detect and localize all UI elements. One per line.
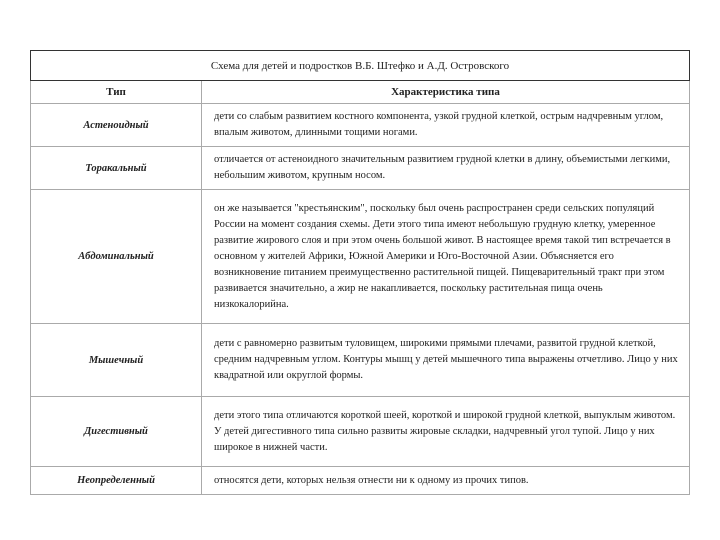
table-row (31, 324, 690, 397)
description-cell: дети со слабым развитием костного компонента, узкой грудной клеткой, острым надчревным углом, впалым животом, длинными тощими ногами. (202, 104, 690, 147)
body-type-table (30, 50, 690, 495)
table-row (31, 147, 690, 190)
header-type: Тип (31, 81, 202, 104)
type-cell: Астеноидный (31, 104, 202, 147)
table-row (31, 190, 690, 324)
table-row (31, 397, 690, 467)
header-description: Характеристика типа (202, 81, 690, 104)
type-cell: Торакальный (31, 147, 202, 190)
table-row (31, 467, 690, 495)
table-row (31, 104, 690, 147)
description-cell: отличается от астеноидного значительным развитием грудной клетки в длину, объемистыми легкими, небольшим животом, крупным носом. (202, 147, 690, 190)
description-cell: дети с равномерно развитым туловищем, широкими прямыми плечами, развитой грудной клеткой, средним надчревным углом. Контуры мышц у детей мышечного типа выражены отчетливо. Лицо у них квадратной или округлой формы. (202, 324, 690, 397)
type-cell: Дигестивный (31, 397, 202, 467)
description-cell: относятся дети, которых нельзя отнести ни к одному из прочих типов. (202, 467, 690, 495)
description-cell: он же называется "крестьянским", поскольку был очень распространен среди сельских популяций России на момент создания схемы. Дети этого типа имеют небольшую грудную клетку, умеренное развитие жирового слоя и при этом очень большой живот. В настоящее время такой тип встречается в основном у жителей Африки, Южной Америки и Юго-Восточной Азии. Объясняется его возникновение питанием преимущественно растительной пищей. Пищеварительный тракт при этом развивается значительно, а жир не накапливается, поскольку растительная пища очень низкокалорийна. (202, 190, 690, 324)
type-cell: Мышечный (31, 324, 202, 397)
table-title: Схема для детей и подростков В.Б. Штефко и А.Д. Островского (31, 51, 690, 81)
description-cell: дети этого типа отличаются короткой шеей, короткой и широкой грудной клеткой, выпуклым животом. У детей дигестивного типа сильно развиты жировые складки, надчревный угол тупой. Лицо у них широкое в нижней части. (202, 397, 690, 467)
type-cell: Неопределенный (31, 467, 202, 495)
type-cell: Абдоминальный (31, 190, 202, 324)
